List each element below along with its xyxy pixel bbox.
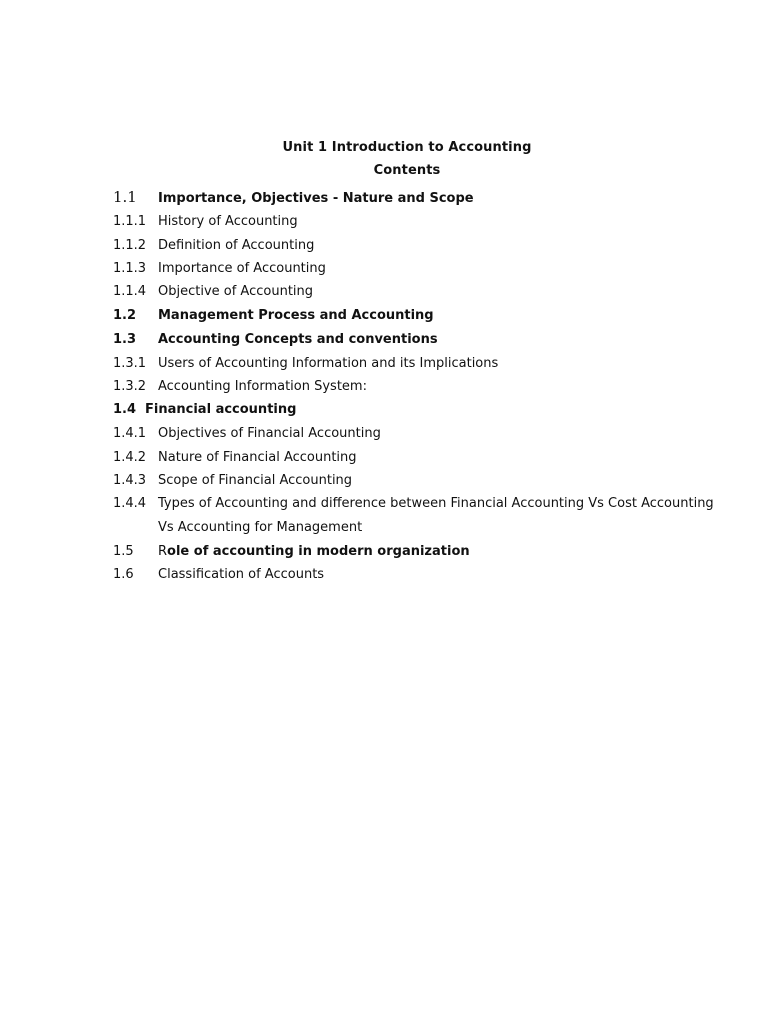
toc-entry-1-1-4 bbox=[113, 283, 313, 303]
toc-entry-1-3-1 bbox=[113, 355, 498, 375]
toc-entry-1-4-1 bbox=[113, 425, 381, 445]
toc-number: 1.1.4 bbox=[113, 284, 147, 299]
toc-label: Objectives of Financial Accounting bbox=[158, 426, 381, 441]
unit-title: Unit 1 Introduction to Accounting bbox=[282, 140, 532, 155]
toc-label: Objective of Accounting bbox=[158, 284, 314, 299]
toc-entry-1-4-3 bbox=[113, 472, 352, 492]
toc-entry-1-3-2 bbox=[113, 378, 367, 398]
toc-number: 1.4.1 bbox=[113, 426, 147, 441]
toc-number: 1.4 bbox=[113, 402, 137, 417]
toc-number: 1.1.1 bbox=[113, 214, 147, 229]
toc-label-rest: ole of accounting in modern organization bbox=[167, 544, 470, 559]
toc-label: Definition of Accounting bbox=[158, 238, 315, 253]
toc-label: Importance, Objectives - Nature and Scope bbox=[158, 191, 474, 206]
toc-number: 1.5 bbox=[113, 544, 134, 559]
toc-number: 1.1 bbox=[113, 188, 137, 206]
toc-label: Importance of Accounting bbox=[158, 261, 326, 276]
toc-number: 1.3.2 bbox=[113, 379, 147, 394]
contents-heading: Contents bbox=[373, 163, 441, 178]
toc-entry-1-6 bbox=[113, 566, 324, 586]
toc-entry-1-4 bbox=[113, 401, 296, 421]
toc-entry-1-1-2 bbox=[113, 237, 314, 257]
toc-label: Scope of Financial Accounting bbox=[158, 473, 353, 488]
toc-number: 1.3.1 bbox=[113, 356, 147, 371]
toc-number: 1.1.3 bbox=[113, 261, 147, 276]
toc-label bbox=[158, 544, 470, 559]
toc-entry-1-2 bbox=[113, 307, 434, 327]
toc-label: Types of Accounting and difference between Financial Accounting Vs Cost Accounting bbox=[158, 496, 714, 511]
toc-entry-1-3 bbox=[113, 331, 438, 351]
toc-label: Classification of Accounts bbox=[158, 567, 325, 582]
toc-label: Vs Accounting for Management bbox=[158, 520, 363, 535]
toc-entry-1-1-1 bbox=[113, 213, 298, 233]
toc-label-first-letter: R bbox=[158, 544, 168, 559]
toc-entry-1-1-3 bbox=[113, 260, 326, 280]
toc-label: History of Accounting bbox=[158, 214, 298, 229]
toc-label: Users of Accounting Information and its Implications bbox=[158, 356, 499, 371]
toc-label: Management Process and Accounting bbox=[158, 308, 434, 323]
toc-number: 1.3 bbox=[113, 332, 137, 347]
toc-number: 1.4.3 bbox=[113, 473, 147, 488]
toc-entry-1-5 bbox=[113, 543, 470, 563]
toc-label: Accounting Concepts and conventions bbox=[158, 332, 438, 347]
toc-entry-1-4-4 bbox=[113, 495, 714, 515]
toc-label: Nature of Financial Accounting bbox=[158, 450, 357, 465]
toc-number: 1.2 bbox=[113, 308, 137, 323]
toc-label: Accounting Information System: bbox=[158, 379, 367, 394]
toc-entry-1-1 bbox=[113, 188, 474, 208]
toc-label: Financial accounting bbox=[145, 402, 297, 417]
toc-entry-1-4-4-continued bbox=[113, 519, 362, 539]
toc-number: 1.6 bbox=[113, 567, 134, 582]
toc-number: 1.4.4 bbox=[113, 496, 147, 511]
toc-number: 1.4.2 bbox=[113, 450, 147, 465]
toc-number: 1.1.2 bbox=[113, 238, 147, 253]
toc-entry-1-4-2 bbox=[113, 449, 357, 469]
